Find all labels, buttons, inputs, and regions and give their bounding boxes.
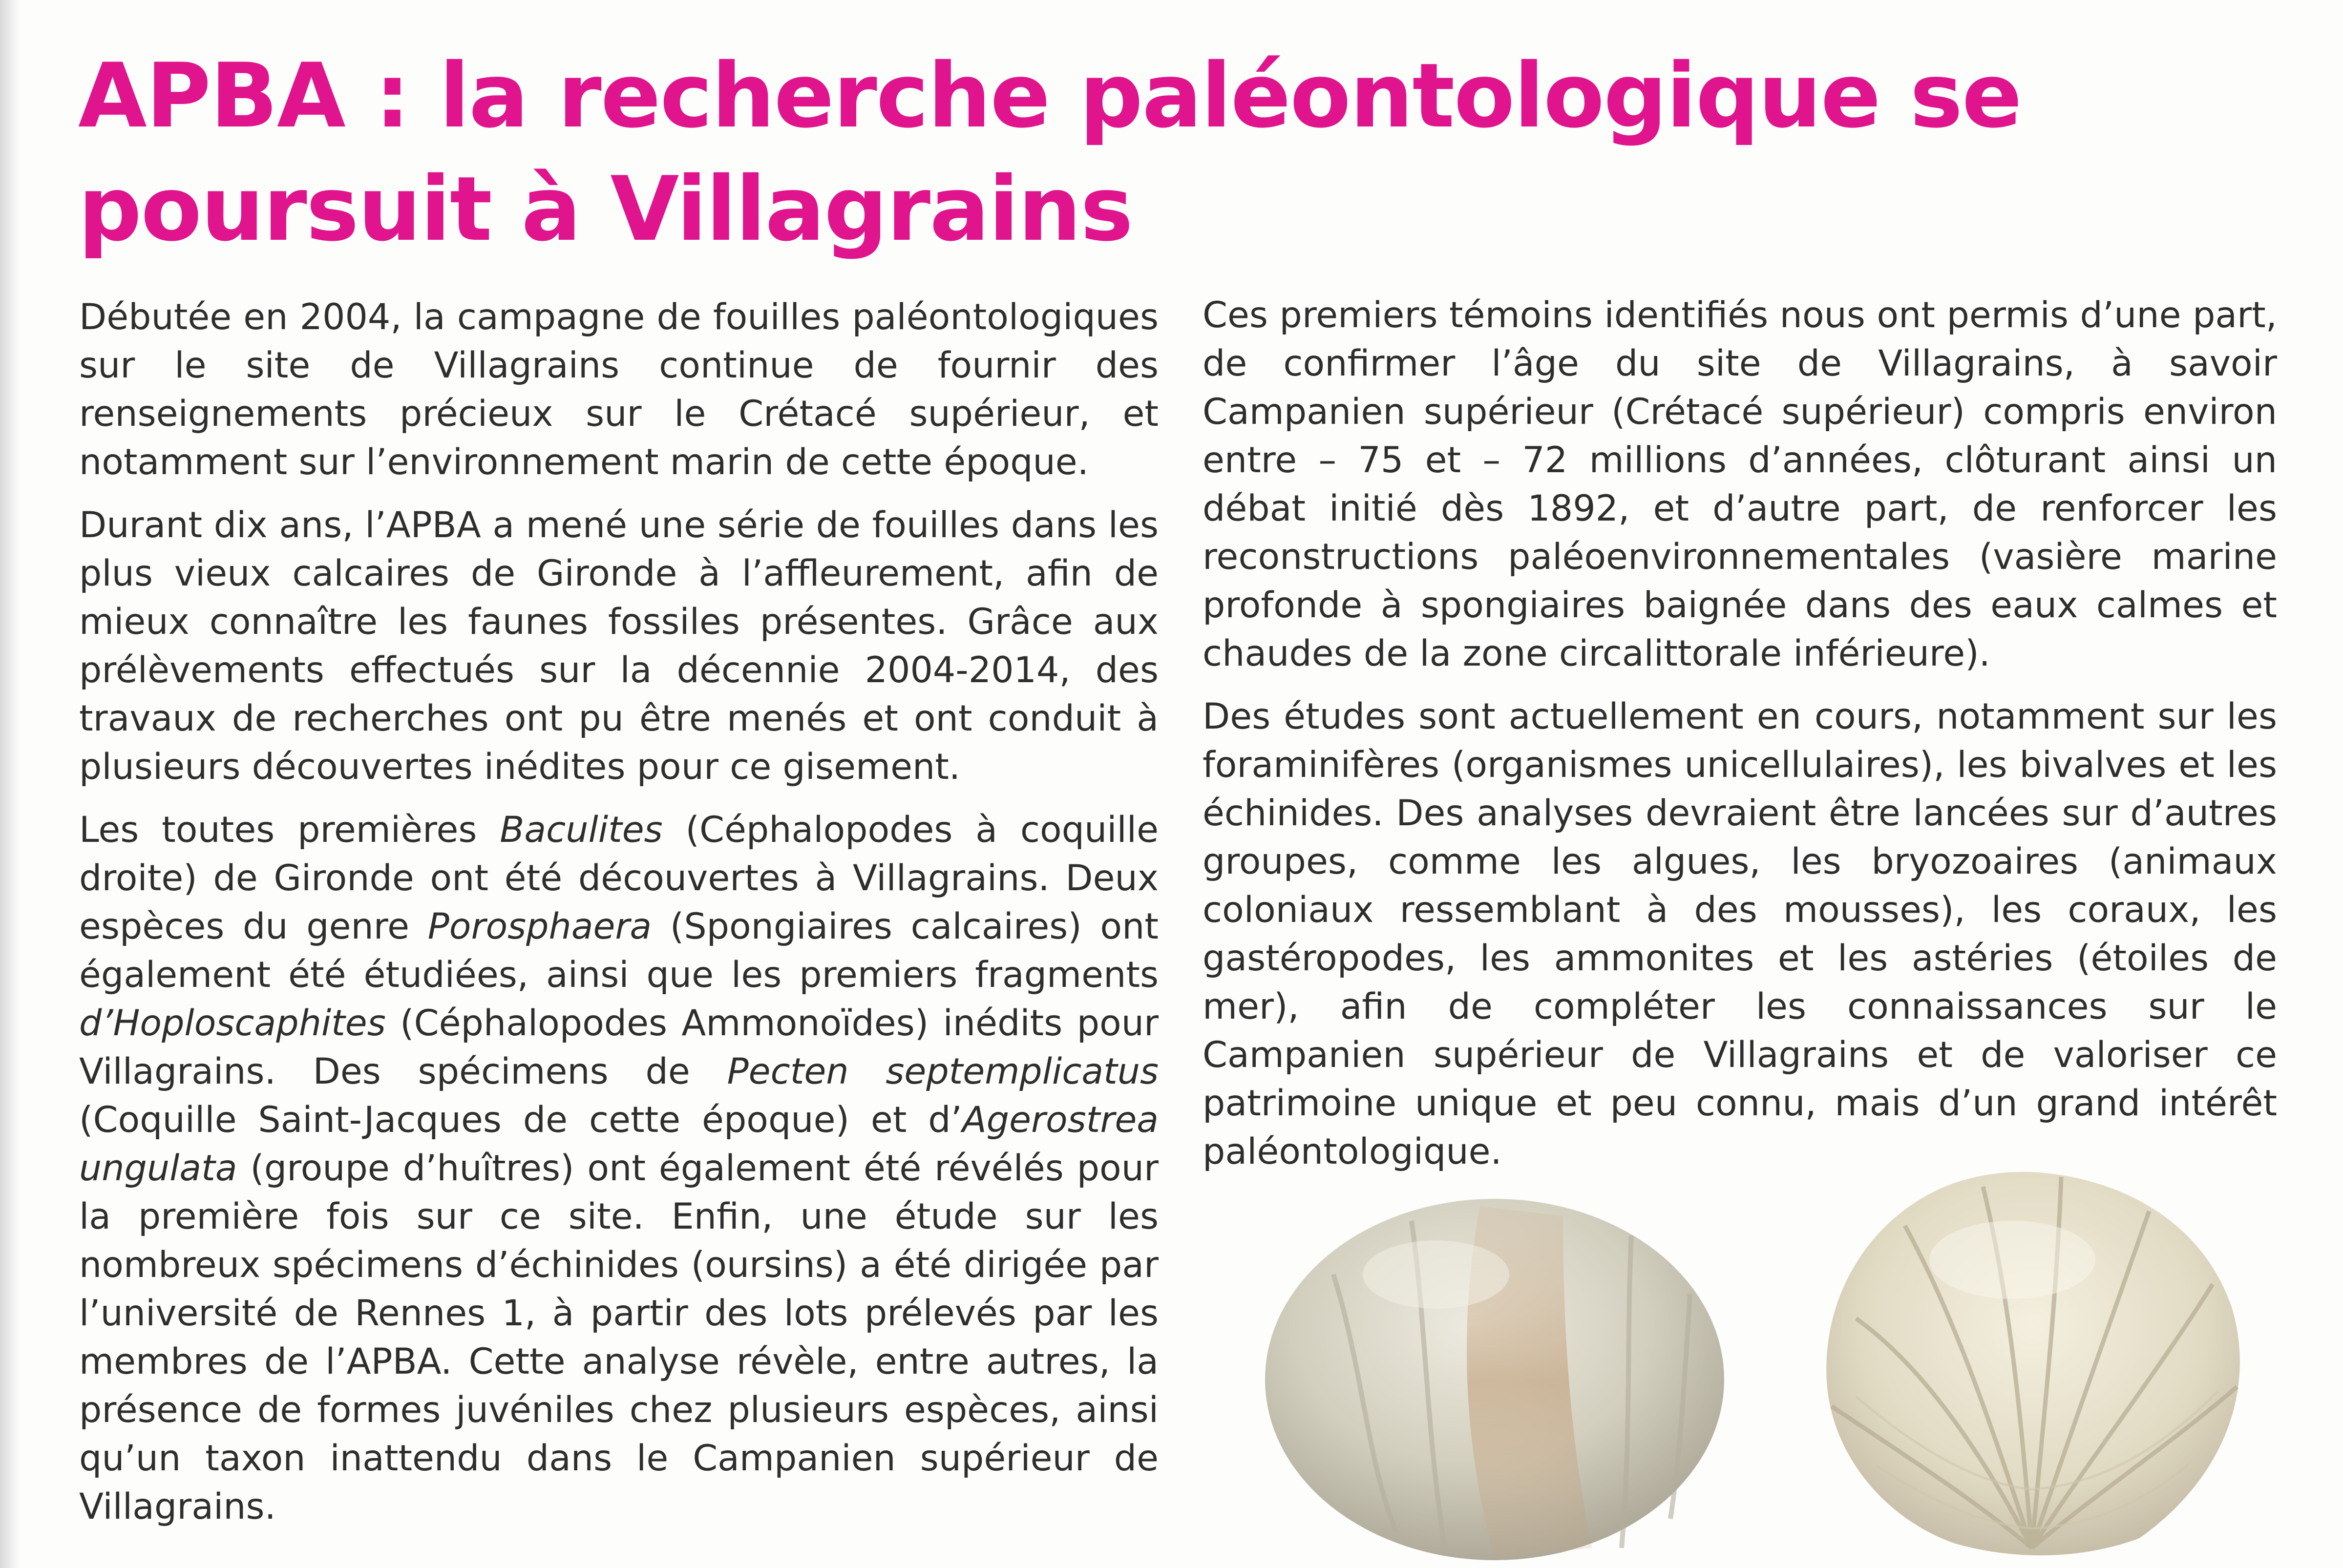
paragraph-etudes: Des études sont actuellement en cours, notamment sur les foraminifères (organismes unicellulaires), les bivalves et les échinides. Des analyses devraient être lancées sur d’autres groupes, comme les algues, les bryozoaires (animaux coloniaux ressemblant à des mousses), les coraux, les gastéropodes, les ammonites et les astéries (étoiles de mer), afin de compléter les connaissances sur le Campanien supérieur de Villagrains et de valoriser ce patrimoine unique et peu connu, mais d’un grand intérêt paléontologique. — [1203, 696, 2277, 1172]
species-pecten: Pecten septemplicatus — [727, 1051, 1159, 1092]
left-column — [79, 293, 1159, 1546]
species-baculites: Baculites — [500, 809, 663, 851]
page-edge-shadow — [0, 0, 20, 1568]
fossil-photos — [1250, 1162, 2276, 1563]
species-porosphaera: Porosphaera — [427, 906, 652, 947]
fossil-photos-svg — [1250, 1162, 2276, 1563]
urchin-fossil-image — [1265, 1199, 1724, 1560]
paragraph-intro: Débutée en 2004, la campagne de fouilles paléontologiques sur le site de Villagrains continue de fournir des renseignements précieux sur le Crétacé supérieur, et notamment sur l’environnement marin de cette époque. — [79, 296, 1159, 483]
text-run: (Céphalopodes à coquille droite) de Gironde ont été découvertes à Villagrains. Deux espèces du genre — [79, 809, 1159, 947]
species-agerostrea: Agerostrea ungulata — [79, 1099, 1159, 1189]
article-title: APBA : la recherche paléontologique se poursuit à Villagrains — [78, 44, 2022, 261]
right-column — [1203, 291, 2277, 1191]
paragraph-decouvertes — [79, 806, 1159, 1531]
text-run: (Coquille Saint-Jacques de cette époque) et d’ — [79, 1099, 962, 1141]
shell-fossil-image — [1826, 1172, 2240, 1555]
paragraph-fouilles: Durant dix ans, l’APBA a mené une série de fouilles dans les plus vieux calcaires de Gironde à l’affleurement, afin de mieux connaître les faunes fossiles présentes. Grâce aux prélèvements effectués sur la décennie 2004-2014, des travaux de recherches ont pu être menés et ont conduit à plusieurs découvertes inédites pour ce gisement. — [79, 504, 1159, 788]
text-run: Les toutes premières — [79, 809, 500, 851]
urchin-highlight — [1363, 1240, 1509, 1309]
text-run: (Céphalopodes Ammonoïdes) inédits pour Villagrains. Des spécimens de — [79, 1003, 1159, 1092]
shell-highlight — [1929, 1221, 2095, 1299]
text-run: (groupe d’huîtres) ont également été révélés pour la première fois sur ce site. Enfin, une étude sur les nombreux spécimens d’échinides (oursins) a été dirigée par l’université de Rennes 1, à partir des lots prélevés par les membres de l’APBA. Cette analyse révèle, entre autres, la présence de formes juvéniles chez plusieurs espèces, ainsi qu’un taxon inattendu dans le Campanien supérieur de Villagrains. — [79, 1148, 1159, 1527]
text-run: (Spongiaires calcaires) ont également été étudiées, ainsi que les premiers fragments — [79, 906, 1159, 996]
paragraph-temoins: Ces premiers témoins identifiés nous ont permis d’une part, de confirmer l’âge du site de Villagrains, à savoir Campanien supérieur (Crétacé supérieur) compris environ entre – 75 et – 72 millions d’années, clôturant ainsi un débat initié dès 1892, et d’autre part, de renforcer les reconstructions paléoenvironnementales (vasière marine profonde à spongiaires baignée dans des eaux calmes et chaudes de la zone circalittorale inférieure). — [1203, 294, 2277, 674]
species-hoploscaphites: d’Hoploscaphites — [79, 1003, 386, 1044]
